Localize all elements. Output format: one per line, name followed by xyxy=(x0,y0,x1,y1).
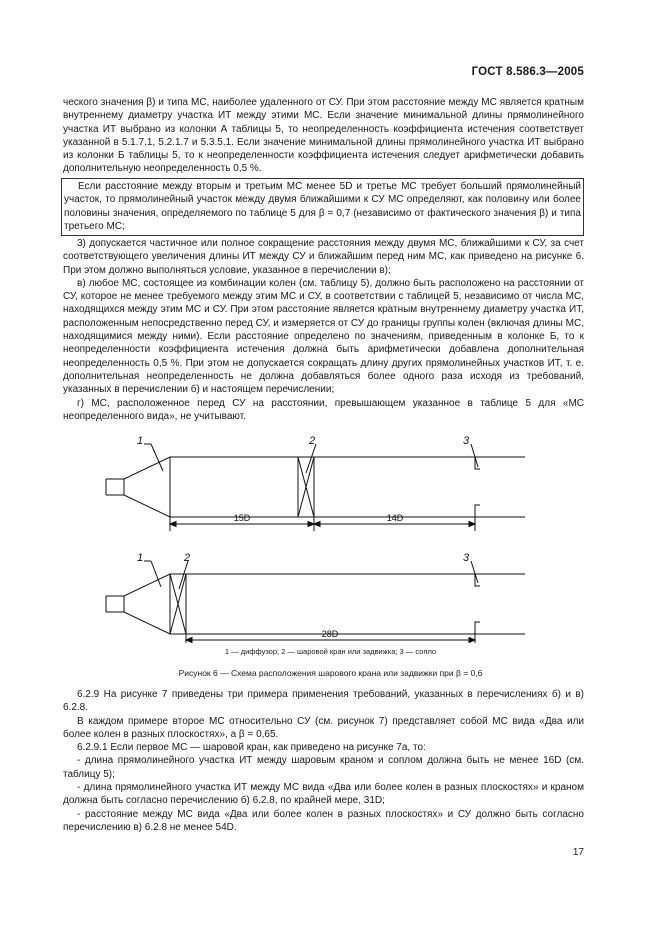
label-valve: 2 xyxy=(184,552,191,564)
list-item: - длина прямолинейного участка ИТ между шаровым краном и соплом должна быть не менее 16D (см. таблицу 5); xyxy=(63,755,584,780)
document-header: ГОСТ 8.586.3—2005 xyxy=(471,66,584,78)
label-diffuser: 1 xyxy=(137,552,144,564)
label-nozzle: 3 xyxy=(463,435,470,447)
body-bottom xyxy=(63,688,584,834)
boxed-note-text: Если расстояние между вторым и третьим МС менее 5D и третье МС требует больший прямолинейный участок, то прямолинейный участок между двумя ближайшими к СУ МС определяют, как половину или более половины значения, определяемого по таблице 5 для β = 0,7 (независимо от фактического значения β) и типа третьего МС; xyxy=(64,181,581,232)
paragraph: 6.2.9 На рисунке 7 приведены три примера применения требований, указанных в перечислениях б) и в) 6.2.8. xyxy=(63,689,584,714)
list-item: г) МС, расположенное перед СУ на расстоянии, превышающем указанное в таблице 5 для «МС неопределенного вида», не учитывают. xyxy=(63,397,584,422)
label-diffuser: 1 xyxy=(137,435,144,447)
list-item: 3) допускается частичное или полное сокращение расстояния между двумя МС, ближайшими к СУ, за счет соответствующего увеличения длины ИТ между СУ и ближайшим перед ним МС, как приведено на рисунке 6. При этом должно выполняться условие, указанное в перечислении в); xyxy=(63,238,584,276)
page-number: 17 xyxy=(572,847,584,858)
figure-6-diagram xyxy=(95,433,535,643)
body-top xyxy=(63,96,584,176)
list-items xyxy=(63,237,584,423)
label-valve: 2 xyxy=(309,435,316,447)
list-item: - длина прямолинейного участка ИТ между МС вида «Два или более колен в разных плоскостях» и краном должна быть согласно перечислению б) 6.2.8, по крайней мере, 31D; xyxy=(63,782,584,807)
dimension-15d: 15D xyxy=(233,513,251,523)
paragraph: В каждом примере второе МС относительно СУ (см. рисунок 7) представляет собой МС вида «Два или более колен в разных плоскостях», а β = 0,65. xyxy=(63,715,584,740)
list-item: в) любое МС, состоящее из комбинации колен (см. таблицу 5), должно быть расположено на расстоянии от СУ, которое не менее требуемого между этим МС и СУ, в соответствии с таблицей 5, независимо от числа МС, находящихся между этим МС и СУ. При этом расстояние является кратным внутреннему диаметру участка ИТ, расположенным непосредственно перед СУ, и измеряется от СУ до границы группы колен (включая длины МС, находящимися между ними). Если расстояние определено по значениям, приведенным в колонке Б, то к неопределенности коэффициента истечения должна быть арифметически добавлена дополнительная неопределенность 0,5 %. При этом не допускается сокращать длину других прямолинейных участков ИТ, т. е. дополнительная неопределенность не должна добавляться более одного раза исходя из требований, указанных в перечислении б) и настоящем перечислении; xyxy=(63,277,584,396)
list-item: - расстояние между МС вида «Два или более колен в разных плоскостях» и СУ должно быть согласно перечислению в) 6.2.8 не менее 54D. xyxy=(63,808,584,833)
boxed-note xyxy=(61,178,584,236)
figure-legend: 1 — диффузор; 2 — шаровой кран или задвижка; 3 — сопло xyxy=(224,647,437,656)
label-nozzle: 3 xyxy=(463,552,470,564)
dimension-28d: 28D xyxy=(321,629,339,639)
paragraph: 6.2.9.1 Если первое МС — шаровой кран, как приведено на рисунке 7а, то: xyxy=(77,742,426,754)
dimension-14d: 14D xyxy=(386,513,404,523)
paragraph: ческого значения β) и типа МС, наиболее удаленного от СУ. При этом расстояние между МС является кратным внутреннему диаметру участка ИТ между этими МС. Если значение минимальной длины прямолинейного участка ИТ выбрано из колонки А таблицы 5, то неопределенность коэффициента истечения соответствует указанной в 5.1.7.1, 5.2.1.7 и 5.3.5.1. Если значение минимальной длины прямолинейного участка ИТ выбрано из колонки Б таблицы 5, то к неопределенности коэффициента истечения следует арифметически добавить дополнительную неопределенность 0,5 %. xyxy=(63,97,584,175)
figure-caption: Рисунок 6 — Схема расположения шарового крана или задвижки при β = 0,6 xyxy=(178,668,483,678)
